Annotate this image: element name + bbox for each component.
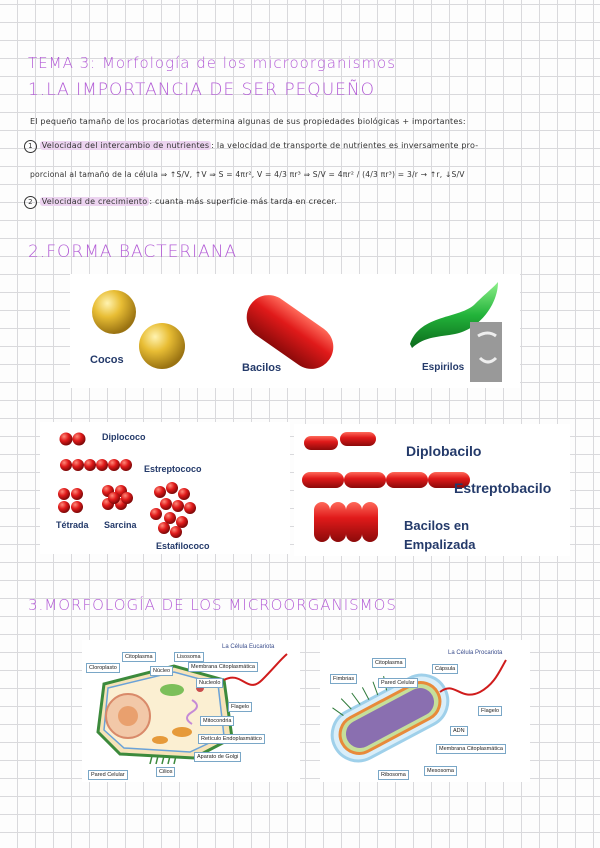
- cocci-groupings-illustration: [40, 422, 290, 554]
- pro-label-membrana: Membrana Citoplasmática: [436, 744, 506, 754]
- pro-label-pared: Pared Celular: [378, 678, 418, 688]
- cocci-groupings-panel: [40, 422, 290, 554]
- pro-label-mesosoma: Mesosoma: [424, 766, 457, 776]
- pro-label-flagelo: Flagelo: [478, 706, 502, 716]
- estreptobacilo-cells: [302, 472, 470, 488]
- point2-label: Velocidad de crecimiento: [41, 197, 148, 206]
- label-diplococo: Diplococo: [102, 432, 146, 442]
- prokaryote-title: La Célula Procariota: [448, 650, 503, 656]
- euk-label-pared: Pared Celular: [88, 770, 128, 780]
- label-empalizada: [404, 516, 476, 554]
- point2-number: 2: [24, 196, 37, 209]
- point1-line: [24, 140, 478, 153]
- label-bacilos: Bacilos: [242, 362, 282, 374]
- pro-label-fimbrias: Fimbrias: [330, 674, 357, 684]
- diplobacilo-cells: [304, 432, 376, 450]
- point2-text: : cuanta más superficie más tarda en crecer.: [149, 197, 337, 206]
- eukaryote-diagram: [82, 640, 300, 782]
- euk-label-nucleolo: Nucleolo: [196, 678, 223, 688]
- pro-label-citoplasma: Citoplasma: [372, 658, 406, 668]
- bacterial-shapes-panel: [70, 274, 520, 388]
- section3-title: 3.MORFOLOGÍA DE LOS MICROORGANISMOS: [28, 596, 397, 614]
- eukaryote-chloroplast: [160, 684, 184, 696]
- label-espirilos: Espirilos: [422, 362, 465, 373]
- tetrada-cells: [58, 488, 83, 513]
- bacilli-groupings-panel: [294, 424, 570, 556]
- euk-label-membrana: Membrana Citoplasmática: [188, 662, 258, 672]
- euk-label-cloroplasto: Cloroplasto: [86, 663, 120, 673]
- topic-title: TEMA 3: Morfología de los microorganismos: [28, 54, 397, 72]
- section1-intro: El pequeño tamaño de los procariotas determina algunas de sus propiedades biológicas + importantes:: [30, 117, 466, 126]
- label-empalizada-line2: Empalizada: [404, 537, 476, 552]
- point1-text: : la velocidad de transporte de nutrientes es inversamente pro-: [211, 141, 479, 150]
- label-tetrada: Tétrada: [56, 520, 89, 530]
- section2-title: 2.FORMA BACTERIANA: [28, 242, 238, 262]
- euk-label-lisosoma: Lisosoma: [174, 652, 204, 662]
- point1-label: Velocidad del intercambio de nutrientes: [41, 141, 210, 150]
- euk-label-flagelo: Flagelo: [228, 702, 252, 712]
- point1-number: 1: [24, 140, 37, 153]
- label-estreptobacilo: Estreptobacilo: [454, 480, 552, 496]
- empalizada-cells: [314, 502, 378, 542]
- pro-label-capsula: Cápsula: [432, 664, 458, 674]
- pro-label-adn: ADN: [450, 726, 468, 736]
- diplococo-cells: [60, 433, 86, 446]
- point2-line: [24, 196, 337, 209]
- euk-label-reticulo: Retículo Endoplasmático: [198, 734, 265, 744]
- estafilococo-cells: [150, 482, 196, 538]
- label-sarcina: Sarcina: [104, 520, 137, 530]
- euk-label-citoplasma: Citoplasma: [122, 652, 156, 662]
- euk-label-nucleo: Núcleo: [150, 666, 173, 676]
- euk-label-cilios: Cilios: [156, 767, 175, 777]
- estreptococo-cells: [60, 459, 132, 471]
- eukaryote-title: La Célula Eucariota: [222, 644, 275, 650]
- spirillum-micrograph: [470, 322, 502, 382]
- sarcina-cells: [102, 485, 133, 510]
- section1-title: 1.LA IMPORTANCIA DE SER PEQUEÑO: [28, 80, 375, 100]
- label-diplobacilo: Diplobacilo: [406, 443, 482, 459]
- prokaryote-diagram: [320, 640, 530, 782]
- euk-label-mitocondria: Mitocondria: [200, 716, 234, 726]
- label-cocos: Cocos: [90, 354, 124, 366]
- eukaryote-nucleolus: [118, 706, 138, 726]
- euk-label-golgi: Aparato de Golgi: [194, 752, 241, 762]
- coccus-2: [139, 323, 185, 369]
- eukaryote-mitochondria: [172, 727, 192, 737]
- point1-continuation: porcional al tamaño de la célula ⇒ ↑S/V, ↑V ⇒ S = 4πr², V = 4/3 πr³ ⇒ S/V = 4πr² / (4/3 πr³) = 3/r → ↑r, ↓S/V: [30, 170, 465, 179]
- label-estreptococo: Estreptococo: [144, 464, 202, 474]
- pro-label-ribosoma: Ribosoma: [378, 770, 409, 780]
- coccus-1: [92, 290, 136, 334]
- label-estafilococo: Estafilococo: [156, 541, 210, 551]
- label-empalizada-line1: Bacilos en: [404, 518, 470, 533]
